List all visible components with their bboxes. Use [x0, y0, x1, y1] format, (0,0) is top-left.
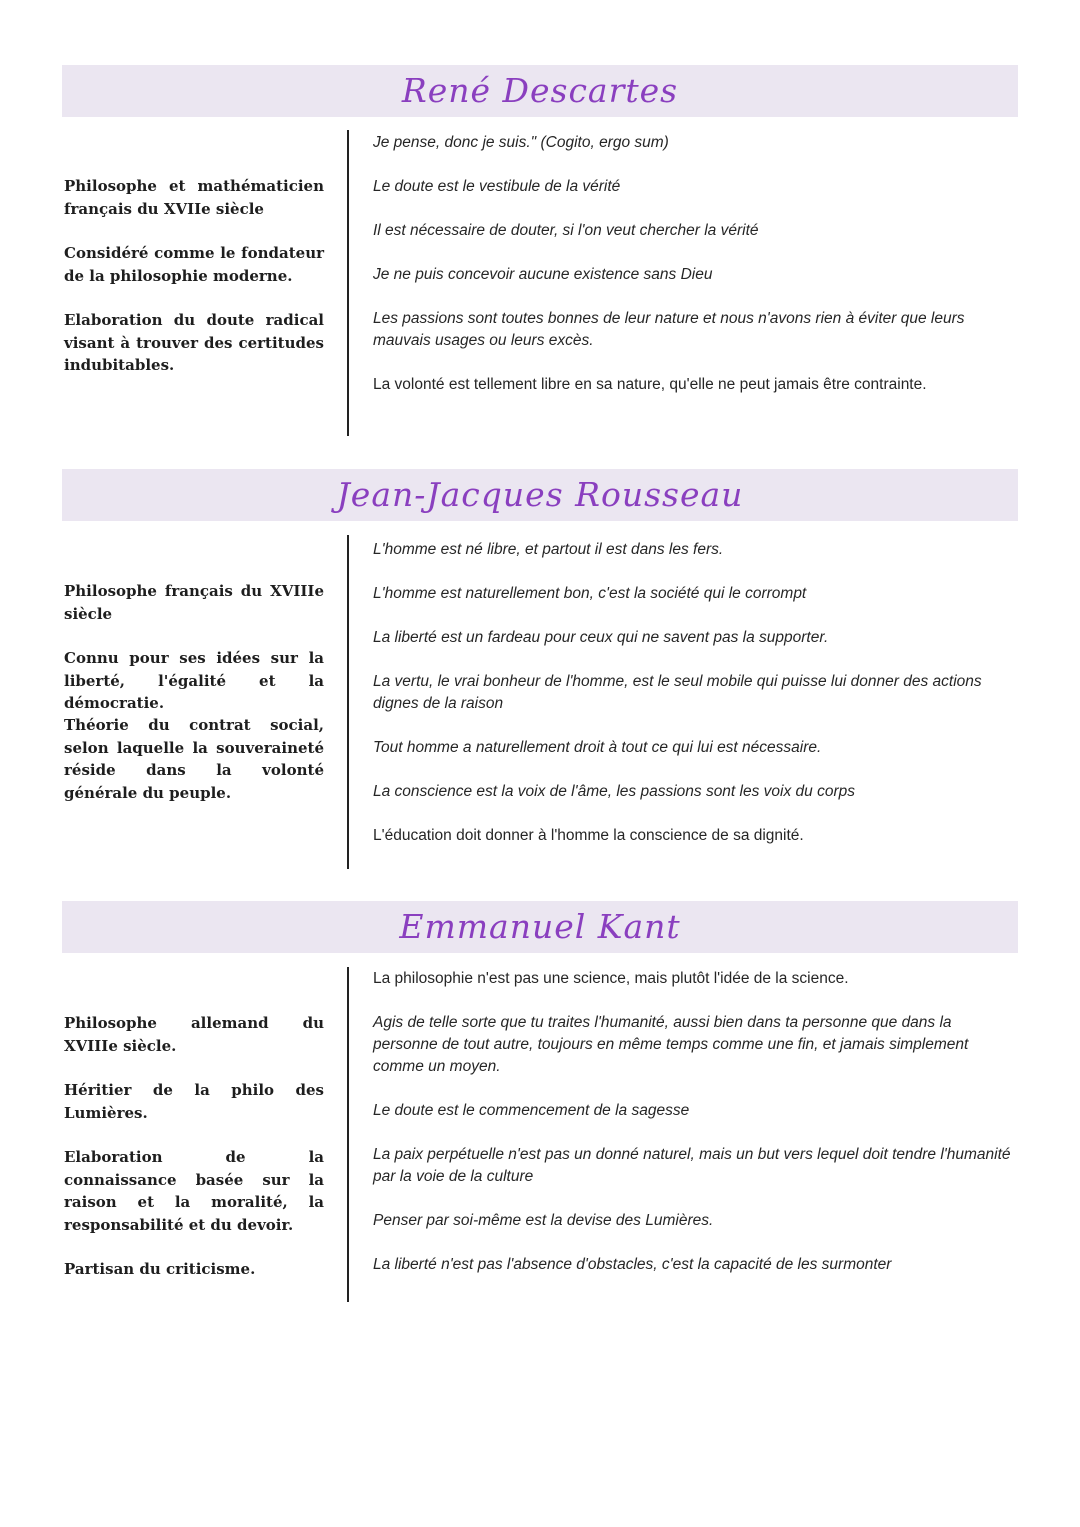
quote-item: L'homme est né libre, et partout il est dans les fers. — [373, 541, 724, 558]
quote-list — [373, 968, 1018, 1276]
quote-item: L'éducation doit donner à l'homme la conscience de sa dignité. — [373, 827, 804, 844]
column-divider — [347, 967, 349, 1302]
quote-item: Je ne puis concevoir aucune existence sans Dieu — [373, 266, 713, 283]
quote-item: La vertu, le vrai bonheur de l'homme, est le seul mobile qui puisse lui donner des actions dignes de la raison — [373, 673, 982, 712]
bio-item: Philosophe français du XVIIIe siècle — [64, 582, 324, 623]
bio-list — [64, 175, 324, 377]
quote-item: La liberté n'est pas l'absence d'obstacles, c'est la capacité de les surmonter — [373, 1256, 892, 1273]
bio-item: Considéré comme le fondateur de la philosophie moderne. — [64, 244, 324, 285]
quote-item: Penser par soi-même est la devise des Lumières. — [373, 1212, 714, 1229]
quote-item: Agis de telle sorte que tu traites l'humanité, aussi bien dans ta personne que dans la personne de tout autre, toujours en même temps comme une fin, et jamais simplement comme un moyen. — [373, 1014, 969, 1075]
bio-item: Partisan du criticisme. — [64, 1260, 256, 1278]
bio-item: Théorie du contrat social, selon laquelle la souveraineté réside dans la volonté générale du peuple. — [64, 716, 324, 802]
bio-item: Philosophe allemand du XVIIIe siècle. — [64, 1014, 324, 1055]
bio-item: Philosophe et mathématicien français du XVIIe siècle — [64, 177, 324, 218]
quote-item: Je pense, donc je suis." (Cogito, ergo sum) — [373, 134, 669, 151]
quote-item: Tout homme a naturellement droit à tout ce qui lui est nécessaire. — [373, 739, 822, 756]
quote-item: La volonté est tellement libre en sa nature, qu'elle ne peut jamais être contrainte. — [373, 376, 927, 393]
bio-list — [64, 1012, 324, 1281]
quote-item: Les passions sont toutes bonnes de leur nature et nous n'avons rien à éviter que leurs mauvais usages ou leurs excès. — [373, 310, 965, 349]
bio-list — [64, 580, 324, 804]
quote-item: La philosophie n'est pas une science, mais plutôt l'idée de la science. — [373, 970, 849, 987]
quote-item: Il est nécessaire de douter, si l'on veut chercher la vérité — [373, 222, 759, 239]
bio-item: Connu pour ses idées sur la liberté, l'égalité et la démocratie. — [64, 649, 324, 712]
bio-item: Elaboration de la connaissance basée sur la raison et la moralité, la responsabilité et du devoir. — [64, 1148, 324, 1234]
column-divider — [347, 130, 349, 436]
bio-item: Elaboration du doute radical visant à trouver des certitudes indubitables. — [64, 311, 324, 374]
philosopher-name: Emmanuel Kant — [399, 907, 681, 946]
quote-item: La paix perpétuelle n'est pas un donné naturel, mais un but vers lequel doit tendre l'humanité par la voie de la culture — [373, 1146, 1011, 1185]
quote-item: L'homme est naturellement bon, c'est la société qui le corrompt — [373, 585, 807, 602]
quote-list — [373, 539, 1018, 847]
philosopher-name: René Descartes — [401, 71, 679, 110]
bio-item: Héritier de la philo des Lumières. — [64, 1081, 324, 1122]
quote-item: Le doute est le vestibule de la vérité — [373, 178, 621, 195]
quote-item: La liberté est un fardeau pour ceux qui ne savent pas la supporter. — [373, 629, 829, 646]
column-divider — [347, 535, 349, 869]
philosopher-name: Jean-Jacques Rousseau — [336, 475, 744, 514]
quote-list — [373, 132, 1018, 396]
quote-item: La conscience est la voix de l'âme, les passions sont les voix du corps — [373, 783, 855, 800]
quote-item: Le doute est le commencement de la sagesse — [373, 1102, 690, 1119]
